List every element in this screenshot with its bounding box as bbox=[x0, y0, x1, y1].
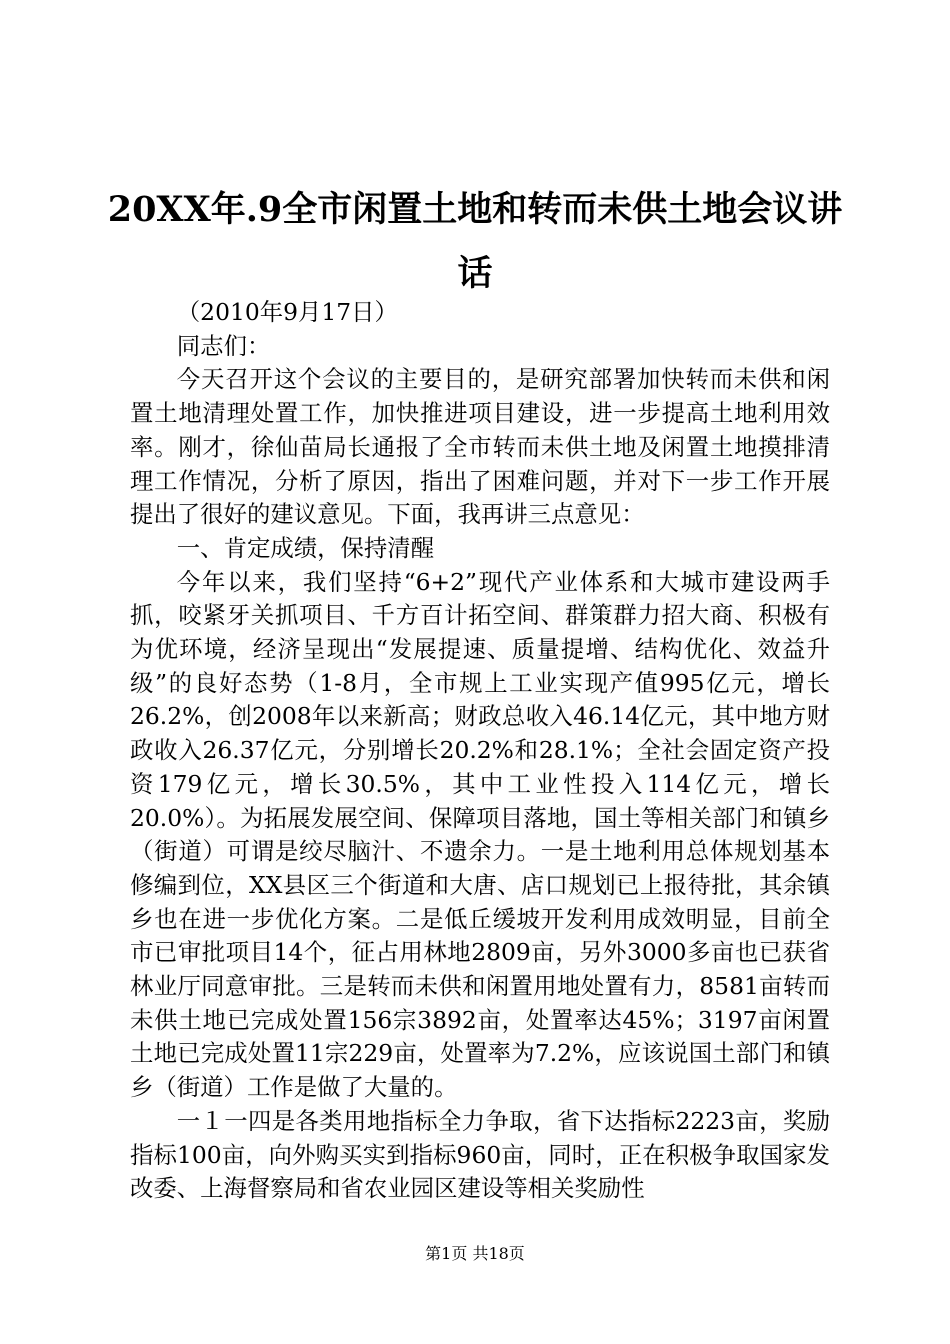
salutation: 同志们： bbox=[176, 331, 271, 360]
section-heading: 一、肯定成绩，保持清醒 bbox=[176, 533, 435, 562]
date-line: （2010年9月17日） bbox=[176, 298, 398, 326]
body-paragraph: 一１一四是各类用地指标全力争取，省下达指标2223亩，奖励指标100亩，向外购买实到指标960亩，同时，正在积极争取国家发改委、上海督察局和省农业园区建设等相关奖励性 bbox=[130, 1106, 830, 1203]
page-number: 第1页 共18页 bbox=[425, 1244, 525, 1263]
intro-paragraph: 今天召开这个会议的主要目的，是研究部署加快转而未供和闲置土地清理处置工作，加快推进项目建设，进一步提高土地利用效率。刚才，徐仙苗局长通报了全市转而未供土地及闲置土地摸排清理工作情况，分析了原因，指出了困难问题，并对下一步工作开展提出了很好的建议意见。下面，我再讲三点意见： bbox=[130, 365, 830, 529]
document-body bbox=[130, 296, 830, 1206]
body-paragraph: 今年以来，我们坚持“6+2”现代产业体系和大城市建设两手抓，咬紧牙关抓项目、千方百计拓空间、群策群力招大商、积极有为优环境，经济呈现出“发展提速、质量提增、结构优化、效益升级”的良好态势（1-8月，全市规上工业实现产值995亿元，增长26.2%，创2008年以来新高；财政总收入46.14亿元，其中地方财政收入26.37亿元，分别增长20.2%和28.1%；全社会固定资产投资179亿元，增长30.5%，其中工业性投入114亿元，增长20.0%）。为拓展发展空间、保障项目落地，国土等相关部门和镇乡（街道）可谓是绞尽脑汁、不遗余力。一是土地利用总体规划基本修编到位，XX县区三个街道和大唐、店口规划已上报待批，其余镇乡也在进一步优化方案。二是低丘缓坡开发利用成效明显，目前全市已审批项目14个，征占用林地2809亩，另外3000多亩也已获省林业厅同意审批。三是转而未供和闲置用地处置有力，8581亩转而未供土地已完成处置156宗3892亩，处置率达45%；3197亩闲置土地已完成处置11宗229亩，处置率为7.2%，应该说国土部门和镇乡（街道）工作是做了大量的。 bbox=[130, 567, 830, 1102]
document-title: 20XX年.9全市闲置土地和转而未供土地会议讲话 bbox=[107, 189, 843, 294]
